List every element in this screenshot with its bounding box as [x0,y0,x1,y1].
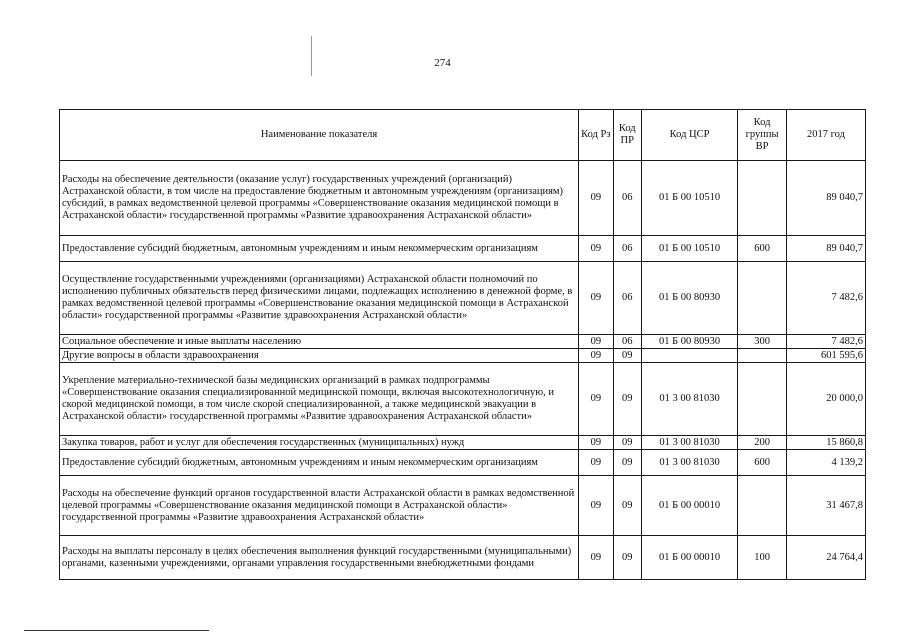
table-row [60,436,866,450]
row-csr [641,349,737,363]
header-rz: Код Рз [579,110,613,161]
header-csr: Код ЦСР [641,110,737,161]
header-vr: Код группы ВР [738,110,787,161]
row-name: Закупка товаров, работ и услуг для обеспечения государственных (муниципальных) нужд [60,436,579,450]
header-name: Наименование показателя [60,110,579,161]
table-header-row [60,110,866,161]
row-csr: 01 Б 00 00010 [641,476,737,536]
row-vr [738,349,787,363]
footnote-divider [24,630,209,631]
row-rz: 09 [579,363,613,436]
row-amount: 24 764,4 [786,536,865,580]
row-vr [738,363,787,436]
row-csr: 01 Б 00 80930 [641,262,737,335]
row-pr: 06 [613,335,641,349]
row-rz: 09 [579,450,613,476]
row-rz: 09 [579,476,613,536]
row-rz: 09 [579,236,613,262]
row-pr: 09 [613,349,641,363]
row-name: Осуществление государственными учреждениями (организациями) Астраханской области полномочий по исполнению публичных обязательств перед физическими лицами, подлежащих исполнению в денежной форме, в рамках ведомственной целевой программы «Совершенствование оказания медицинской помощи в Астраханской области» государственной программы «Развитие здравоохранения Астраханской области» [60,262,579,335]
row-pr: 09 [613,450,641,476]
row-vr: 100 [738,536,787,580]
budget-table [59,109,866,580]
row-amount: 31 467,8 [786,476,865,536]
table-row [60,349,866,363]
row-vr: 600 [738,450,787,476]
row-name: Укрепление материально-технической базы медицинских организаций в рамках подпрограммы «Совершенствование оказания специализированной медицинской помощи, включая высокотехнологичную, и скорой медицинской помощи, в том числе скорой специализированной, а также медицинской эвакуации в Астраханской области» государственной программы «Развитие здравоохранения Астраханской области» [60,363,579,436]
row-rz: 09 [579,335,613,349]
row-vr: 200 [738,436,787,450]
header-year: 2017 год [786,110,865,161]
table-row [60,262,866,335]
row-name: Социальное обеспечение и иные выплаты населению [60,335,579,349]
table-row [60,450,866,476]
row-amount: 15 860,8 [786,436,865,450]
row-pr: 09 [613,363,641,436]
row-vr [738,476,787,536]
row-pr: 09 [613,436,641,450]
row-vr [738,262,787,335]
row-amount: 89 040,7 [786,161,865,236]
row-amount: 20 000,0 [786,363,865,436]
table-row [60,363,866,436]
row-pr: 06 [613,262,641,335]
row-name: Другие вопросы в области здравоохранения [60,349,579,363]
row-rz: 09 [579,436,613,450]
row-csr: 01 3 00 81030 [641,450,737,476]
row-amount: 89 040,7 [786,236,865,262]
row-vr: 600 [738,236,787,262]
row-pr: 09 [613,476,641,536]
row-name: Расходы на обеспечение деятельности (оказание услуг) государственных учреждений (организаций) Астраханской области, в том числе на предоставление бюджетным и автономным учреждениям (организациям) субсидий, в рамках ведомственной целевой программы «Совершенствование оказания медицинской помощи в Астраханской области» государственной программы «Развитие здравоохранения Астраханской области» [60,161,579,236]
row-pr: 06 [613,236,641,262]
table-row [60,161,866,236]
row-amount: 4 139,2 [786,450,865,476]
row-rz: 09 [579,536,613,580]
header-pr: Код ПР [613,110,641,161]
row-amount: 601 595,6 [786,349,865,363]
page-number: 274 [434,57,451,69]
row-pr: 09 [613,536,641,580]
row-csr: 01 Б 00 10510 [641,161,737,236]
row-csr: 01 Б 00 10510 [641,236,737,262]
row-amount: 7 482,6 [786,262,865,335]
row-rz: 09 [579,262,613,335]
table-row [60,236,866,262]
row-name: Расходы на выплаты персоналу в целях обеспечения выполнения функций государственными (муниципальными) органами, казенными учреждениями, органами управления государственными внебюджетными фондами [60,536,579,580]
table-row [60,536,866,580]
table-row [60,335,866,349]
row-pr: 06 [613,161,641,236]
row-csr: 01 3 00 81030 [641,363,737,436]
row-name: Расходы на обеспечение функций органов государственной власти Астраханской области в рамках ведомственной целевой программы «Совершенствование оказания медицинской помощи в Астраханской области» государственной программы «Развитие здравоохранения Астраханской области» [60,476,579,536]
row-csr: 01 Б 00 00010 [641,536,737,580]
row-rz: 09 [579,161,613,236]
row-vr [738,161,787,236]
row-rz: 09 [579,349,613,363]
table-row [60,476,866,536]
row-csr: 01 Б 00 80930 [641,335,737,349]
row-vr: 300 [738,335,787,349]
row-name: Предоставление субсидий бюджетным, автономным учреждениям и иным некоммерческим организациям [60,236,579,262]
row-amount: 7 482,6 [786,335,865,349]
row-name: Предоставление субсидий бюджетным, автономным учреждениям и иным некоммерческим организациям [60,450,579,476]
row-csr: 01 3 00 81030 [641,436,737,450]
scan-artifact-line [311,36,312,76]
